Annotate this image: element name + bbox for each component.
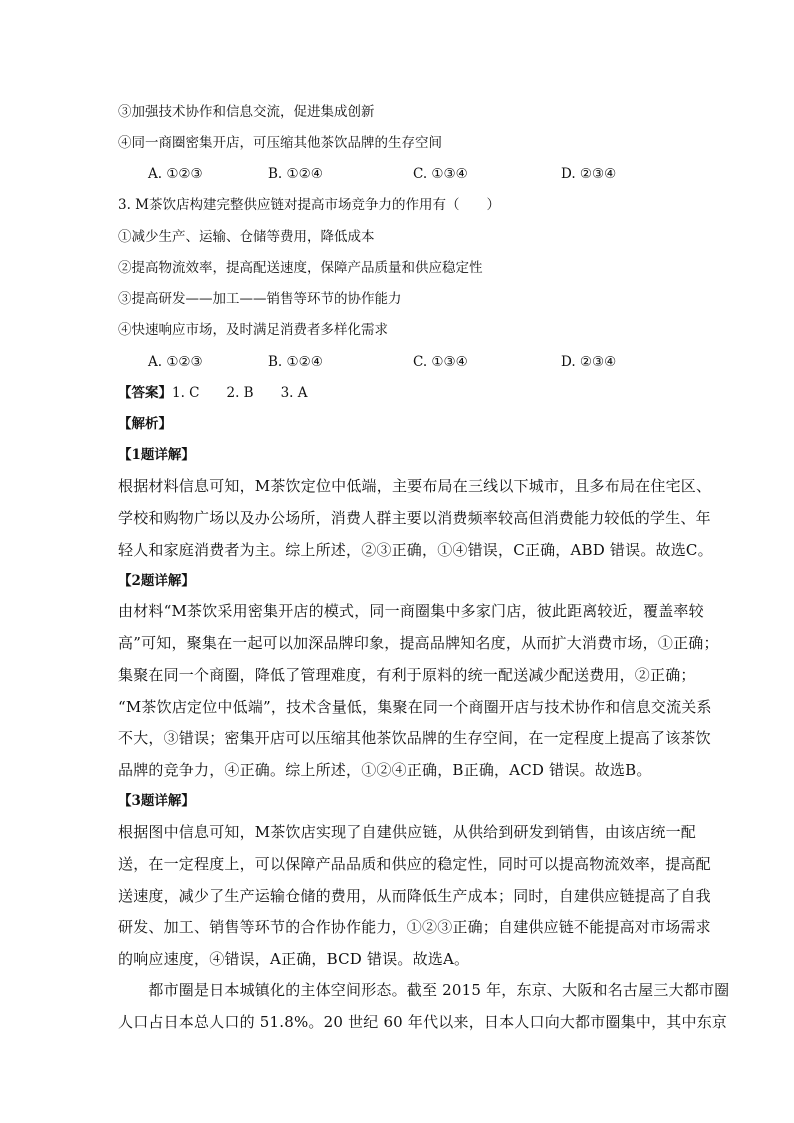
q3-stem: 3. M茶饮店构建完整供应链对提高市场竞争力的作用有（ ） <box>118 197 500 213</box>
q2-option-a: A. ①②③ <box>148 166 203 182</box>
answer-label: 【答案】 <box>118 385 172 401</box>
q2-detail-line-6: 品牌的竞争力，④正确。综上所述，①②④正确，B正确，ACD 错误。故选B。 <box>118 761 652 779</box>
q3-detail-line-4: 研发、加工、销售等环节的合作协作能力，①②③正确；自建供应链不能提高对市场需求 <box>118 918 711 936</box>
answer-line <box>118 384 308 402</box>
q1-detail-line-3: 轻人和家庭消费者为主。综上所述，②③正确，①④错误，C正确，ABD 错误。故选C。 <box>118 541 713 559</box>
q2-detail-line-1: 由材料“M茶饮采用密集开店的模式，同一商圈集中多家门店，彼此距离较近，覆盖率较 <box>118 602 704 620</box>
q2-option-c: C. ①③④ <box>413 166 468 182</box>
q3-detail-label: 【3题详解】 <box>118 793 195 809</box>
q2-detail-line-4: “M茶饮店定位中低端”，技术含量低，集聚在同一个商圈开店与技术协作和信息交流关系 <box>118 698 712 716</box>
passage-line-2: 人口占日本总人口的 51.8%。20 世纪 60 年代以来，日本人口向大都市圈集中，其中东京 <box>118 1013 728 1031</box>
q3-option-b: B. ①②④ <box>268 354 323 370</box>
q3-option-a: A. ①②③ <box>148 354 203 370</box>
q3-statement-1: ①减少生产、运输、仓储等费用，降低成本 <box>118 229 375 245</box>
q3-statement-2: ②提高物流效率，提高配送速度，保障产品质量和供应稳定性 <box>118 260 483 276</box>
q2-detail-line-3: 集聚在同一个商圈，降低了管理难度，有利于原料的统一配送减少配送费用，②正确； <box>118 666 696 684</box>
q1-detail-line-1: 根据材料信息可知，M茶饮定位中低端，主要布局在三线以下城市，且多布局在住宅区、 <box>118 477 712 495</box>
q3-option-d: D. ②③④ <box>561 354 617 370</box>
q2-option-d: D. ②③④ <box>561 166 617 182</box>
q3-option-c: C. ①③④ <box>413 354 468 370</box>
q2-statement-4: ④同一商圈密集开店，可压缩其他茶饮品牌的生存空间 <box>118 135 442 151</box>
q3-detail-line-3: 送速度，减少了生产运输仓储的费用，从而降低生产成本；同时，自建供应链提高了自我 <box>118 887 711 905</box>
analysis-label: 【解析】 <box>118 416 172 432</box>
passage-line-1: 都市圈是日本城镇化的主体空间形态。截至 2015 年，东京、大阪和名古屋三大都市圈 <box>118 981 730 999</box>
q1-detail-line-2: 学校和购物广场以及办公场所，消费人群主要以消费频率较高但消费能力较低的学生、年 <box>118 509 711 527</box>
answer-text: 1. C 2. B 3. A <box>172 385 308 401</box>
q3-detail-line-2: 送，在一定程度上，可以保障产品品质和供应的稳定性，同时可以提高物流效率，提高配 <box>118 855 711 873</box>
q2-detail-label: 【2题详解】 <box>118 573 195 589</box>
q2-detail-line-5: 不大，③错误；密集开店可以压缩其他茶饮品牌的生存空间，在一定程度上提高了该茶饮 <box>118 729 711 747</box>
q2-option-b: B. ①②④ <box>268 166 323 182</box>
q1-detail-label: 【1题详解】 <box>118 447 195 463</box>
q3-statement-4: ④快速响应市场，及时满足消费者多样化需求 <box>118 322 388 338</box>
q3-statement-3: ③提高研发——加工——销售等环节的协作能力 <box>118 291 402 307</box>
q3-detail-line-5: 的响应速度，④错误，A正确，BCD 错误。故选A。 <box>118 950 470 968</box>
q3-detail-line-1: 根据图中信息可知，M茶饮店实现了自建供应链，从供给到研发到销售，由该店统一配 <box>118 823 696 841</box>
q2-detail-line-2: 高”可知，聚集在一起可以加深品牌印象，提高品牌知名度，从而扩大消费市场，①正确； <box>118 634 719 652</box>
q2-statement-3: ③加强技术协作和信息交流，促进集成创新 <box>118 104 375 120</box>
